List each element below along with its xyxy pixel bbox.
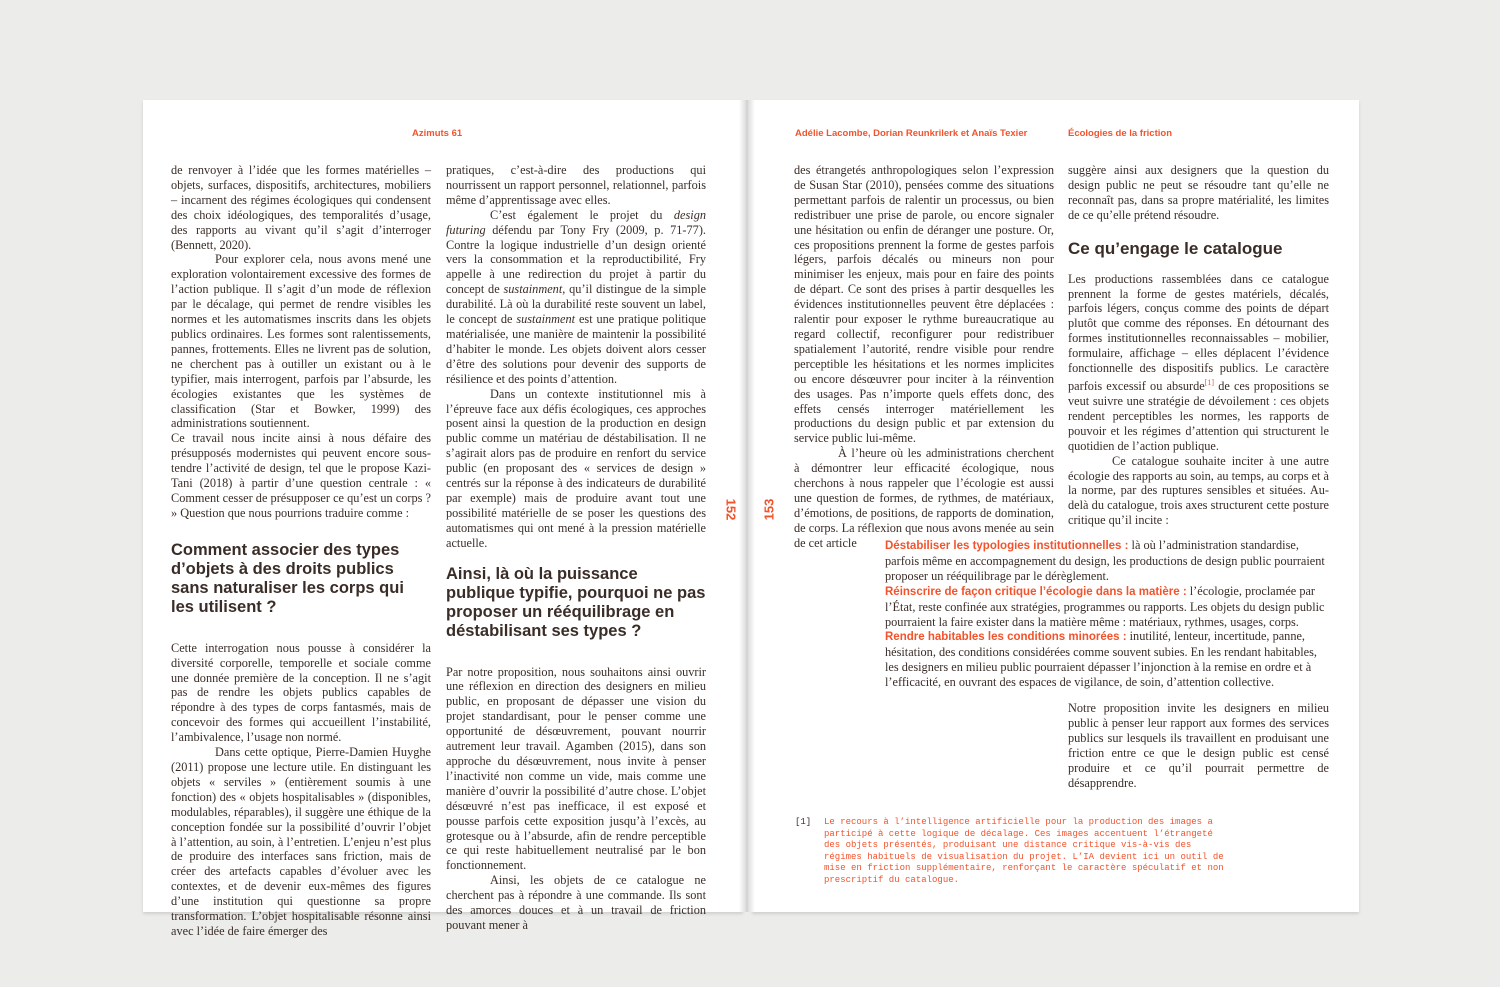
paragraph: suggère ainsi aux designers que la question du design public ne peut se résoudre tant qu’elle ne reconnaît pas, dans sa propre matérialité, les limites de ce qu’elle prétend résoudre. (1068, 163, 1329, 222)
paragraph: pratiques, c’est-à-dire des productions qui nourrissent un rapport personnel, relationnel, parfois même d’apprentissage avec elles. (446, 163, 706, 207)
text-run: Les productions rassemblées dans ce catalogue prennent la forme de gestes matériels, décalés, parfois légers, conçus comme des points de départ plutôt que comme des réponses. En détournant des formes institutionnelles reconnaissables – mobilier, formulaire, affichage – elles déplacent l’évidence fonctionnelle des dispositifs publics. Le caractère parfois excessif ou absurde (1068, 271, 1329, 394)
page-number-left: 152 (723, 498, 739, 521)
paragraph: Dans cette optique, Pierre-Damien Huyghe (2011) propose une lecture utile. En distinguant les objets « serviles » (entièrement soumis à une fonction) des « objets hospitalisables » (disponibles, modulables, réparables), il suggère une éthique de la conception fondée sur la possibilité d’ouvrir l’objet à l’attention, au soin, à l’entretien. L’enjeu n’est plus de produire des interfaces sans friction, mais de créer des artefacts capables d’évoluer avec les contextes, et de devenir eux-mêmes des figures d’une institution qui questionne sa propre transformation. L’objet hospitalisable résonne ainsi avec l’idée de faire émerger des (171, 745, 431, 938)
axis-label: Rendre habitables les conditions minorées : (885, 631, 1127, 644)
paragraph: À l’heure où les administrations cherchent à démontrer leur efficacité écologique, nous cherchons à nous rappeler que l’écologie est aussi une question de formes, de rythmes, de matériaux, d’émotions, de positions, de rapports de domination, de corps. La réflexion que nous avons menée au sein de cet article (794, 446, 1054, 550)
running-head-title: Écologies de la friction (1068, 128, 1172, 139)
axis-text: là où l’administration standardise, parfois même en accompagnement du design, les productions de design public pourraient proposer un rééquilibrage par le dérèglement. (885, 538, 1325, 583)
paragraph: Pour explorer cela, nous avons mené une exploration volontairement excessive des formes de l’action publique. Il s’agit d’un mode de réflexion par le décalage, qui permet de rendre visibles les normes et les automatismes inscrits dans les objets publics ordinaires. Les formes sont ralentissements, pannes, frottements. Elles ne livrent pas de solution, ne cherchent pas à outiller un existant ou à le typifier, mais interrogent, parfois par l’absurde, les écologies existantes que les systèmes de classification (Star et Bowker, 1999) des administrations soutiennent. (171, 252, 431, 431)
page-number-right: 153 (761, 498, 777, 521)
running-head-left: Azimuts 61 (412, 128, 463, 139)
axis-label: Réinscrire de façon critique l’écologie dans la matière : (885, 585, 1187, 598)
axes-list (885, 538, 1330, 690)
text-run: C’est également le projet du (490, 207, 674, 222)
paragraph: Notre proposition invite les designers en milieu public à penser leur rapport aux formes des services publics sur lesquels ils travaillent en produisant une friction entre ce que le design public est censé produire et ce qu’il pourrait permettre de désapprendre. (1068, 701, 1329, 790)
footnote-text: Le recours à l’intelligence artificielle pour la production des images a participé à cette logique de décalage. Ces images accentuent l’étrangeté des objets présentés, produisant une distance critique vis-à-vis des régimes habituels de visualisation du projet. L’IA devient ici un outil de mise en friction supplémentaire, renforçant le caractère spéculatif et non prescriptif du catalogue. (824, 817, 1224, 885)
paragraph: Ce travail nous incite ainsi à nous défaire des présupposés modernistes qui peuvent encore sous-tendre l’activité de design, tel que le propose Kazi-Tani (2018) à partir d’une question centrale : « Comment cesser de présupposer ce qu’est un corps ? » Question que nous pourrions traduire comme : (171, 431, 431, 520)
axis-item (885, 584, 1330, 630)
paragraph: Ainsi, les objets de ce catalogue ne cherchent pas à répondre à une commande. Ils sont des amorces douces et à un travail de friction pouvant mener à (446, 873, 706, 932)
paragraph: Dans un contexte institutionnel mis à l’épreuve face aux défis écologiques, ces approches posent ainsi la question de la production en design public comme un matériau de déstabilisation. Il ne s’agirait alors pas de produire en renfort du service public (en proposant des « services de design » centrés sur la réponse à des indicateurs de durabilité par exemple) mais de produire avant tout une possibilité matérielle de se poser les questions des automatismes qui ont mené à la pression matérielle actuelle. (446, 386, 706, 550)
axis-item (885, 629, 1330, 690)
axis-text: inutilité, lenteur, incertitude, panne, hésitation, des conditions considérées comme souvent subies. En les rendant habitables, les designers en milieu public pourraient dépasser l’injonction à la remise en ordre et à l’efficacité, en ouvrant des espaces de vigilance, de soin, d’attention collective. (885, 629, 1318, 690)
section-heading: Ainsi, là où la puissance publique typifie, pourquoi ne pas proposer un rééquilibrage en déstabilisant ses types ? (446, 564, 706, 640)
section-heading: Ce qu’engage le catalogue (1068, 238, 1283, 258)
running-head-authors: Adélie Lacombe, Dorian Reunkrilerk et Anaïs Texier (795, 128, 1028, 139)
axis-item (885, 538, 1330, 584)
left-column-1 (171, 163, 431, 939)
text-run: , qu’il distingue de la simple durabilité. Là où la durabilité reste souvent un label, le concept de (446, 282, 706, 327)
book-gutter (739, 100, 755, 912)
paragraph: Par notre proposition, nous souhaitons ainsi ouvrir une réflexion en direction des designers en milieu public, en proposant de dépasser une vision du projet standardisant, pour le penser comme une opportunité de désœuvrement, pouvant nourrir autrement leur travail. Agamben (2015), dans son approche du désœuvrement, nous invite à penser l’inactivité non comme un vide, mais comme une manière d’ouvrir la possibilité d’autre chose. L’objet désœuvré n’est pas inefficace, il est exposé et pousse parfois cette exposition jusqu’à l’excès, au grotesque ou à l’absurde, afin de rendre perceptible ce qui reste habituellement neutralisé par le bon fonctionnement. (446, 664, 706, 873)
paragraph: Cette interrogation nous pousse à considérer la diversité corporelle, temporelle et sociale comme une donnée première de la conception. Il ne s’agit pas de rendre les objets publics capables de répondre à des types de corps fantasmés, mais de concevoir des formes qui accueillent l’instabilité, l’ambivalence, l’usage non normé. (171, 640, 431, 745)
paragraph (1068, 272, 1329, 454)
text-run: défendu par Tony Fry (2009, p. 71-77). Contre la logique industrielle d’un design orienté vers la consommation et la reproductibilité, Fry appelle à une redirection du projet à partir du concept de (446, 222, 706, 297)
emphasis: sustainment (503, 282, 563, 297)
text-run: de ces propositions se veut suivre une stratégie de dévoilement : ces objets rendent perceptibles les normes, les rapports de pouvoir et les régimes d’attention qui structurent le quotidien de l’action publique. (1068, 379, 1330, 453)
paragraph: de renvoyer à l’idée que les formes matérielles – objets, surfaces, dispositifs, architectures, mobiliers – incarnent des régimes écologiques qui condensent des choix idéologiques, des temporalités d’usage, des rapports au vivant qu’il s’agit d’interroger (Bennett, 2020). (171, 163, 431, 252)
emphasis: design futuring (446, 207, 706, 237)
footnote-number: [1] (795, 817, 812, 827)
footnote-ref[interactable]: [1] (1204, 377, 1215, 387)
section-heading: Comment associer des types d’objets à des droits publics sans naturaliser les corps qui les utilisent ? (171, 540, 404, 616)
text-run: est une pratique politique matérialisée, une manière de maintenir la possibilité d’habiter le monde. Les objets doivent alors cesser d’être des solutions pour devenir des supports de résilience et des points d’attention. (446, 312, 706, 386)
axis-text: l’écologie, proclamée par l’État, reste confinée aux stratégies, programmes ou rapports. Les objets du design public pourraient la faire exister dans la matière même : matériaux, rythmes, usages, corps. (885, 583, 1325, 629)
right-column-1 (794, 163, 1054, 551)
paragraph (446, 208, 706, 387)
paragraph: des étrangetés anthropologiques selon l’expression de Susan Star (2010), pensées comme des situations permettant parfois de ralentir un processus, ou bien redistribuer une prise de parole, ou encore signaler une hésitation ou enfin de déranger une posture. Or, ces propositions prennent la forme de gestes parfois légers, parfois décalés ou mineurs non pour minimiser les enjeux, mais pour en faire des points de départ. Ce sont des prises à partir desquelles les évidences institutionnelles peuvent être déplacées : ralentir pour exposer le rythme bureaucratique au regard collectif, reconfigurer pour redistribuer spatialement l’autorité, rendre visible pour rendre perceptible les hésitations et les normes implicites ou encore désœuvrer pour inciter à la réinvention des usages. Pas n’importe quels effets donc, des effets censés interroger matériellement les productions du design public et par extension du service public lui-même. (794, 163, 1054, 446)
closing-paragraph-block (1068, 701, 1329, 790)
paragraph: Ce catalogue souhaite inciter à une autre écologie des rapports au soin, au temps, au corps et à la norme, par des ruptures sensibles et situées. Au-delà du catalogue, trois axes structurent cette posture critique qu’il incite : (1068, 453, 1329, 528)
axis-label: Déstabiliser les typologies institutionnelles : (885, 540, 1129, 552)
right-column-2 (1068, 163, 1329, 528)
emphasis: sustainment (516, 312, 576, 327)
left-column-2 (446, 163, 706, 933)
